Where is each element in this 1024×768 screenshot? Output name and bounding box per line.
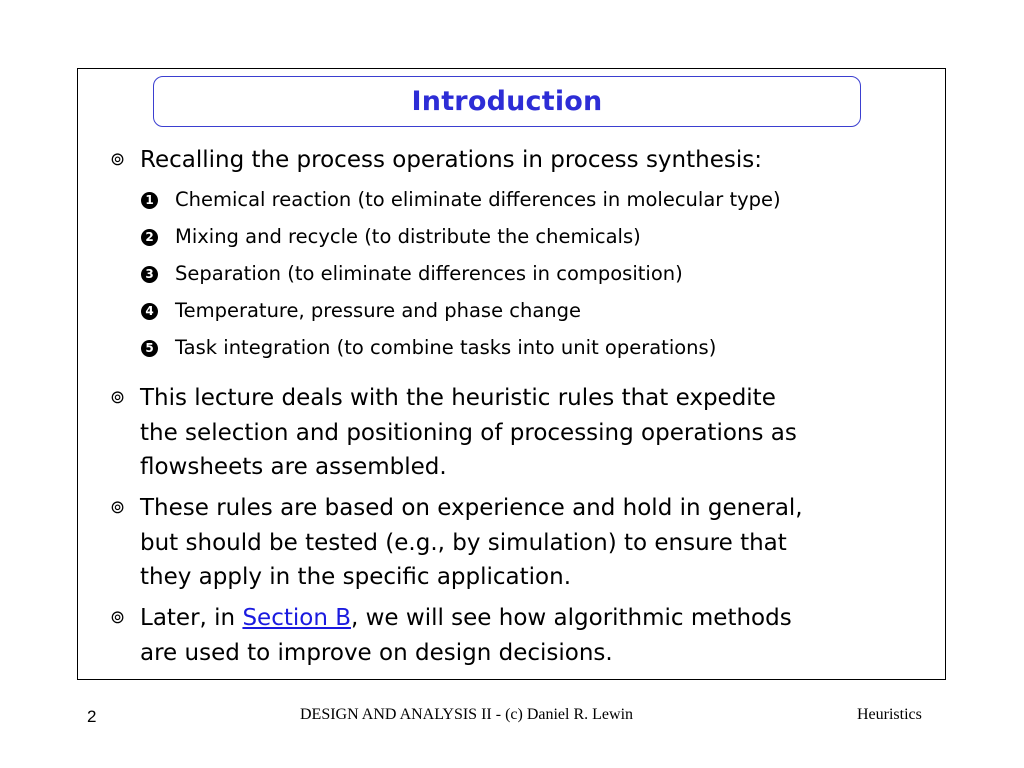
sub-item-5	[141, 333, 716, 363]
bullet-4-prefix: Later, in	[140, 605, 243, 631]
sub-item-text: Chemical reaction (to eliminate differences in molecular type)	[175, 188, 781, 211]
bullet-1-text: Recalling the process operations in process synthesis:	[140, 147, 762, 173]
circled-bullet-icon: ⊚	[110, 607, 126, 628]
sub-item-text: Mixing and recycle (to distribute the chemicals)	[175, 225, 641, 248]
sub-item-text: Temperature, pressure and phase change	[175, 299, 582, 322]
sub-item-1	[141, 185, 781, 215]
bullet-2-text	[140, 381, 797, 485]
bullet-3	[110, 491, 803, 595]
sub-item-3	[141, 259, 683, 289]
bullet-line: the selection and positioning of processing operations as	[140, 419, 797, 446]
bullet-line: flowsheets are assembled.	[140, 454, 447, 480]
slide-title: Introduction	[411, 86, 603, 117]
number-2-icon: 2	[141, 229, 158, 246]
title-box	[153, 76, 861, 127]
circled-bullet-icon: ⊚	[110, 149, 126, 170]
bullet-line: but should be tested (e.g., by simulation) to ensure that	[140, 529, 787, 556]
number-3-icon: 3	[141, 266, 158, 283]
footer-center: DESIGN AND ANALYSIS II - (c) Daniel R. Lewin	[300, 706, 634, 723]
bullet-line: are used to improve on design decisions.	[140, 639, 613, 666]
bullet-line: they apply in the specific application.	[140, 564, 572, 590]
bullet-2	[110, 381, 797, 485]
number-5-icon: 5	[141, 340, 158, 357]
bullet-line: This lecture deals with the heuristic rules that expedite	[140, 385, 776, 411]
circled-bullet-icon: ⊚	[110, 387, 126, 408]
footer-right: Heuristics	[857, 706, 922, 723]
section-b-link[interactable]: Section B	[242, 605, 351, 631]
sub-item-4	[141, 296, 581, 326]
number-1-icon: 1	[141, 192, 158, 209]
bullet-4-suffix: , we will see how algorithmic methods	[350, 605, 792, 631]
bullet-4	[110, 601, 792, 670]
sub-item-2	[141, 222, 641, 252]
bullet-4-text	[140, 601, 792, 670]
bullet-3-text	[140, 491, 803, 595]
sub-item-text: Separation (to eliminate differences in composition)	[175, 262, 683, 285]
number-4-icon: 4	[141, 303, 158, 320]
bullet-1	[110, 143, 762, 178]
bullet-line: These rules are based on experience and hold in general,	[140, 495, 803, 521]
circled-bullet-icon: ⊚	[110, 497, 126, 518]
page-number: 2	[87, 707, 97, 726]
sub-item-text: Task integration (to combine tasks into unit operations)	[175, 336, 717, 359]
